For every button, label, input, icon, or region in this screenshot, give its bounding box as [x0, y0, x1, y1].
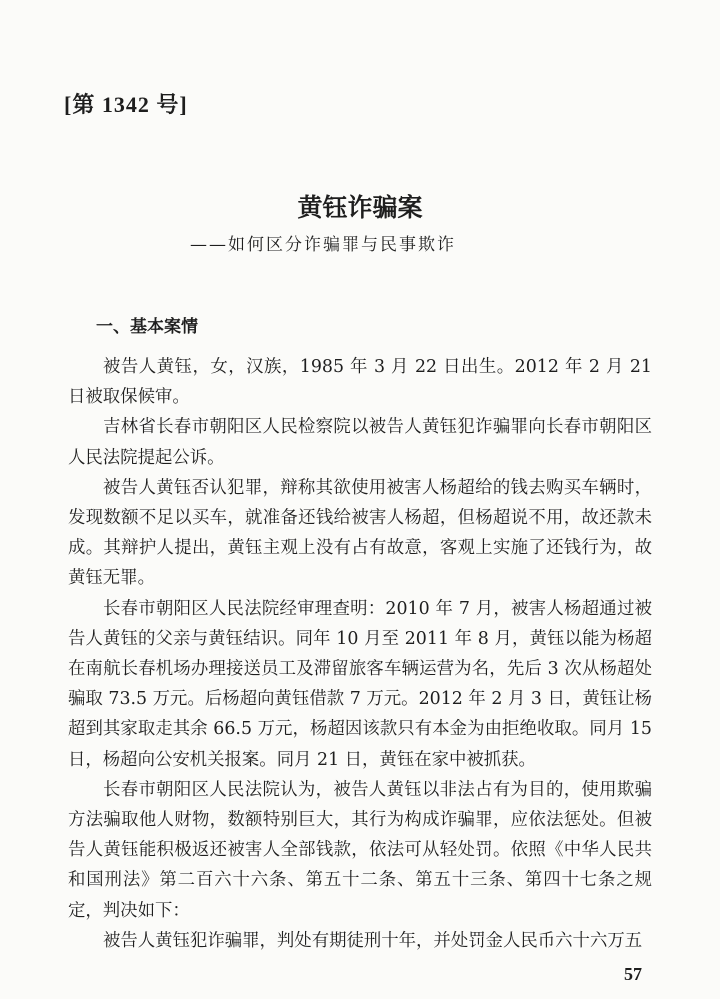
section-heading: 一、基本案情: [96, 317, 198, 337]
document-title: 黄钰诈骗案: [297, 193, 423, 222]
paragraph: 被告人黄钰，女，汉族，1985 年 3 月 22 日出生。2012 年 2 月 21 日被取保候审。: [68, 357, 652, 408]
body-text: [68, 352, 652, 956]
page-number: 57: [624, 964, 642, 984]
paragraph: 被告人黄钰否认犯罪，辩称其欲使用被害人杨超给的钱去购买车辆时，发现数额不足以买车，就准备还钱给被害人杨超，但杨超说不用，故还款未成。其辩护人提出，黄钰主观上没有占有故意，客观上实施了还钱行为，故黄钰无罪。: [68, 477, 652, 589]
case-number: [第 1342 号]: [64, 92, 188, 117]
paragraph: 被告人黄钰犯诈骗罪，判处有期徒刑十年，并处罚金人民币六十六万五: [103, 930, 643, 951]
paragraph: 长春市朝阳区人民法院认为，被告人黄钰以非法占有为目的，使用欺骗方法骗取他人财物，数额特别巨大，其行为构成诈骗罪，应依法惩处。但被告人黄钰能积极返还被害人全部钱款，依法可从轻处罚。依照《中华人民共和国刑法》第二百六十六条、第五十二条、第五十三条、第四十七条之规定，判决如下：: [68, 779, 652, 921]
document-subtitle: ——如何区分诈骗罪与民事欺诈: [190, 235, 456, 255]
paragraph: 长春市朝阳区人民法院经审理查明：2010 年 7 月，被害人杨超通过被告人黄钰的父亲与黄钰结识。同年 10 月至 2011 年 8 月，黄钰以能为杨超在南航长春机场办理接送员工及滞留旅客车辆运营为名，先后 3 次从杨超处骗取 73.5 万元。后杨超向黄钰借款 7 万元。2012 年 2 月 3 日，黄钰让杨超到其家取走其余 66.5 万元，杨超因该款只有本金为由拒绝收取。同月 15 日，杨超向公安机关报案。同月 21 日，黄钰在家中被抓获。: [68, 598, 652, 770]
paragraph: 吉林省长春市朝阳区人民检察院以被告人黄钰犯诈骗罪向长春市朝阳区人民法院提起公诉。: [68, 417, 652, 468]
